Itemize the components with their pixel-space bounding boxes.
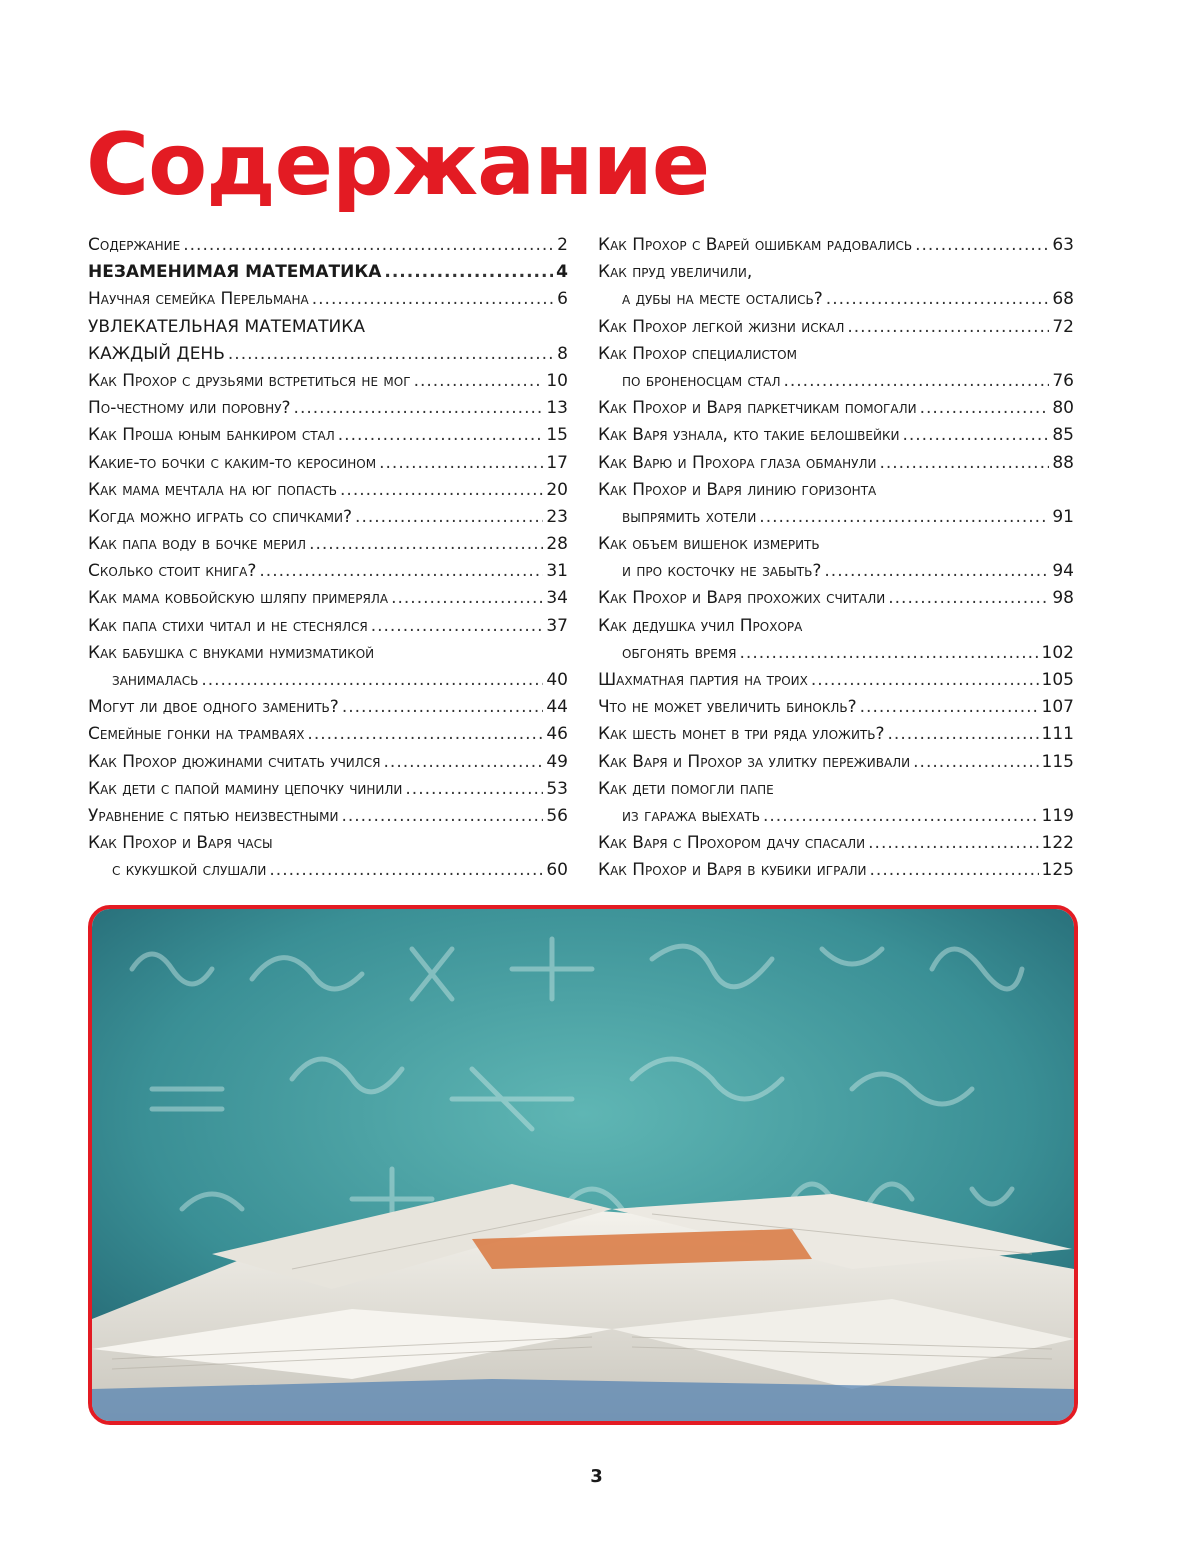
toc-entry-title: Как Прохор и Варя прохожих считали [598, 588, 886, 609]
toc-entry [598, 259, 1074, 286]
toc-entry-title: Как Прохор и Варя линию горизонта [598, 479, 877, 500]
toc-entry-page: 68 [1052, 289, 1074, 310]
toc-entry [598, 667, 1074, 694]
toc-entry-title: Как Варю и Прохора глаза обманули [598, 452, 877, 473]
toc-entry [88, 314, 568, 341]
toc-entry [88, 395, 568, 422]
toc-entry-title: Содержание [88, 235, 181, 255]
toc-entry-page: 115 [1041, 751, 1074, 772]
toc-entry-page: 46 [546, 724, 568, 745]
toc-entry-title: Как папа стихи читал и не стеснялся [88, 615, 368, 636]
toc-leader-dots [342, 694, 544, 721]
toc-entry-page: 2 [557, 235, 568, 255]
toc-leader-dots [826, 286, 1050, 313]
toc-entry-title: Как пруд увеличили, [598, 262, 753, 283]
toc-entry-title: Как Прохор дюжинами считать учился [88, 751, 381, 772]
toc-entry-page: 122 [1041, 833, 1074, 854]
toc-entry [598, 613, 1074, 640]
toc-entry-title: Шахматная партия на троих [598, 670, 808, 690]
toc-entry-page: 94 [1052, 561, 1074, 582]
toc-entry-page: 98 [1052, 588, 1074, 609]
toc-entry [598, 857, 1074, 884]
toc-leader-dots [920, 395, 1050, 422]
toc-entry-title: из гаража выехать [622, 805, 760, 826]
toc-entry-title: КАЖДЫЙ ДЕНЬ [88, 343, 225, 364]
toc-entry-page: 107 [1041, 697, 1074, 718]
toc-leader-dots [913, 749, 1038, 776]
toc-entry-title: Научная семейка Перельмана [88, 289, 309, 310]
toc-entry-title: Как Проша юным банкиром стал [88, 425, 335, 446]
toc-entry-title: Могут ли двое одного заменить? [88, 697, 339, 718]
toc-entry-page: 40 [546, 670, 568, 690]
toc-entry-title: по броненосцам стал [622, 370, 781, 391]
toc-entry-page: 80 [1052, 398, 1074, 419]
toc-entry [598, 504, 1074, 531]
toc-entry-page: 53 [546, 778, 568, 799]
toc-leader-dots [355, 504, 543, 531]
toc-entry [88, 585, 568, 612]
toc-entry-page: 44 [546, 697, 568, 718]
toc-entry-title: Как Прохор специалистом [598, 343, 797, 364]
toc-entry [598, 232, 1074, 259]
toc-entry [88, 776, 568, 803]
toc-entry-title: Как объем вишенок измерить [598, 534, 820, 555]
toc-entry-title: Как Прохор легкой жизни искал [598, 316, 845, 337]
toc-entry [598, 558, 1074, 585]
toc-leader-dots [915, 232, 1049, 259]
toc-leader-dots [340, 477, 543, 504]
toc-leader-dots [870, 857, 1039, 884]
toc-entry [88, 749, 568, 776]
books-chalkboard-photo [88, 905, 1078, 1425]
toc-entry-page: 17 [546, 452, 568, 473]
toc-entry [598, 368, 1074, 395]
toc-entry-title: Как шесть монет в три ряда уложить? [598, 724, 885, 745]
toc-entry [88, 640, 568, 667]
toc-leader-dots [879, 450, 1049, 477]
toc-entry [598, 803, 1074, 830]
toc-entry [88, 531, 568, 558]
toc-entry-page: 125 [1041, 860, 1074, 881]
toc-entry-page: 15 [546, 425, 568, 446]
toc-leader-dots [888, 585, 1049, 612]
toc-leader-dots [379, 450, 543, 477]
toc-leader-dots [384, 749, 544, 776]
toc-entry-title: и про косточку не забыть? [622, 561, 822, 582]
toc-entry-title: Какие-то бочки с каким-то керосином [88, 452, 377, 473]
toc-entry-page: 31 [546, 561, 568, 582]
toc-entry-title: выпрямить хотели [622, 506, 757, 527]
toc-leader-dots [269, 857, 543, 884]
toc-entry-title: Уравнение с пятью неизвестными [88, 805, 339, 826]
toc-entry [88, 259, 568, 286]
toc-leader-dots [860, 694, 1039, 721]
toc-leader-dots [783, 368, 1049, 395]
toc-entry [598, 721, 1074, 748]
toc-entry-page: 6 [557, 289, 568, 310]
toc-entry-page: 102 [1041, 642, 1074, 663]
toc-entry-title: Как папа воду в бочке мерил [88, 534, 307, 555]
toc-entry [598, 531, 1074, 558]
toc-entry-page: 76 [1052, 370, 1074, 391]
toc-entry-title: Как бабушка с внуками нумизматикой [88, 642, 375, 663]
toc-leader-dots [309, 531, 543, 558]
toc-entry-title: Как Варя с Прохором дачу спасали [598, 833, 866, 854]
toc-entry-page: 72 [1052, 316, 1074, 337]
toc-leader-dots [338, 422, 544, 449]
toc-leader-dots [183, 232, 554, 259]
toc-entry-title: Как Варя и Прохор за улитку переживали [598, 751, 911, 772]
toc-entry-title: Как Прохор с Варей ошибкам радовались [598, 235, 913, 255]
toc-entry-page: 85 [1052, 425, 1074, 446]
toc-entry-title: Как мама ковбойскую шляпу примеряла [88, 588, 389, 609]
toc-leader-dots [294, 395, 544, 422]
toc-entry-page: 4 [556, 262, 568, 283]
toc-leader-dots [824, 558, 1049, 585]
toc-entry-page: 91 [1052, 506, 1074, 527]
toc-entry-title: а дубы на месте остались? [622, 289, 823, 310]
toc-leader-dots [228, 341, 554, 368]
toc-entry [598, 749, 1074, 776]
toc-leader-dots [312, 286, 554, 313]
toc-entry-title: Как мама мечтала на юг попасть [88, 479, 338, 500]
toc-entry-page: 60 [546, 860, 568, 881]
toc-entry [598, 477, 1074, 504]
page-title: Содержание [86, 115, 710, 215]
toc-entry-page: 105 [1041, 670, 1074, 690]
toc-entry-title: Как Прохор и Варя в кубики играли [598, 860, 867, 881]
toc-entry-title: По-честному или поровну? [88, 398, 291, 419]
toc-entry [88, 286, 568, 313]
toc-entry [88, 803, 568, 830]
toc-entry-title: Как дедушка учил Прохора [598, 615, 803, 636]
toc-entry [598, 286, 1074, 313]
toc-entry-page: 20 [546, 479, 568, 500]
toc-entry-page: 34 [546, 588, 568, 609]
toc-entry [88, 558, 568, 585]
toc-entry [598, 694, 1074, 721]
toc-entry-title: Как Прохор с друзьями встретиться не мог [88, 370, 411, 391]
toc-right-column [598, 232, 1074, 885]
toc-entry-page: 88 [1052, 452, 1074, 473]
toc-leader-dots [763, 803, 1039, 830]
toc-leader-dots [759, 504, 1049, 531]
toc-entry [88, 613, 568, 640]
toc-leader-dots [384, 259, 553, 286]
toc-leader-dots [847, 314, 1049, 341]
toc-entry-title: НЕЗАМЕНИМАЯ МАТЕМАТИКА [88, 262, 382, 283]
toc-entry-title: Что не может увеличить бинокль? [598, 697, 857, 718]
toc-leader-dots [341, 803, 543, 830]
toc-leader-dots [868, 830, 1038, 857]
toc-entry [88, 422, 568, 449]
toc-entry-page: 37 [546, 615, 568, 636]
toc-entry-page: 28 [546, 534, 568, 555]
toc-entry-page: 56 [546, 805, 568, 826]
page-number: 3 [590, 1466, 603, 1487]
toc-leader-dots [307, 721, 543, 748]
toc-entry [88, 504, 568, 531]
toc-entry [598, 314, 1074, 341]
toc-leader-dots [902, 422, 1049, 449]
toc-entry [598, 585, 1074, 612]
toc-entry [598, 422, 1074, 449]
toc-entry-title: обгонять время [622, 642, 737, 663]
toc-entry [598, 395, 1074, 422]
toc-entry [88, 694, 568, 721]
toc-entry [88, 721, 568, 748]
toc-leader-dots [201, 667, 543, 694]
toc-leader-dots [391, 585, 543, 612]
toc-entry-title: Как Варя узнала, кто такие белошвейки [598, 425, 900, 446]
toc-entry-page: 119 [1041, 805, 1074, 826]
toc-entry [88, 667, 568, 694]
toc-leader-dots [811, 667, 1039, 694]
toc-entry [598, 450, 1074, 477]
toc-entry-page: 63 [1052, 235, 1074, 255]
toc-entry-title: Как дети с папой мамину цепочку чинили [88, 778, 403, 799]
toc-entry [88, 477, 568, 504]
toc-entry-title: Семейные гонки на трамваях [88, 724, 305, 745]
toc-entry [598, 830, 1074, 857]
toc-entry-title: занималась [112, 670, 199, 690]
toc-entry-title: с кукушкой слушали [112, 860, 267, 881]
toc-entry [88, 341, 568, 368]
toc-entry [88, 830, 568, 857]
toc-entry [88, 450, 568, 477]
toc-entry-page: 10 [546, 370, 568, 391]
toc-entry-page: 49 [546, 751, 568, 772]
toc-leader-dots [888, 721, 1039, 748]
toc-leader-dots [740, 640, 1039, 667]
toc-entry-title: Сколько стоит книга? [88, 561, 257, 582]
toc-leader-dots [414, 368, 544, 395]
toc-entry-title: Как дети помогли папе [598, 778, 774, 799]
toc-leader-dots [259, 558, 543, 585]
toc-entry-title: УВЛЕКАТЕЛЬНАЯ МАТЕМАТИКА [88, 316, 365, 337]
toc-entry-page: 111 [1041, 724, 1074, 745]
toc-entry [88, 857, 568, 884]
toc-entry [598, 341, 1074, 368]
toc-left-column [88, 232, 568, 885]
toc-entry-title: Как Прохор и Варя часы [88, 833, 273, 854]
toc-leader-dots [405, 776, 543, 803]
toc-entry-title: Когда можно играть со спичками? [88, 506, 353, 527]
toc-leader-dots [371, 613, 544, 640]
toc-entry-title: Как Прохор и Варя паркетчикам помогали [598, 398, 917, 419]
toc-entry [88, 232, 568, 259]
toc-entry-page: 8 [557, 343, 568, 364]
toc-entry-page: 23 [546, 506, 568, 527]
toc-entry [598, 776, 1074, 803]
toc-entry [88, 368, 568, 395]
toc-entry [598, 640, 1074, 667]
toc-entry-page: 13 [546, 398, 568, 419]
